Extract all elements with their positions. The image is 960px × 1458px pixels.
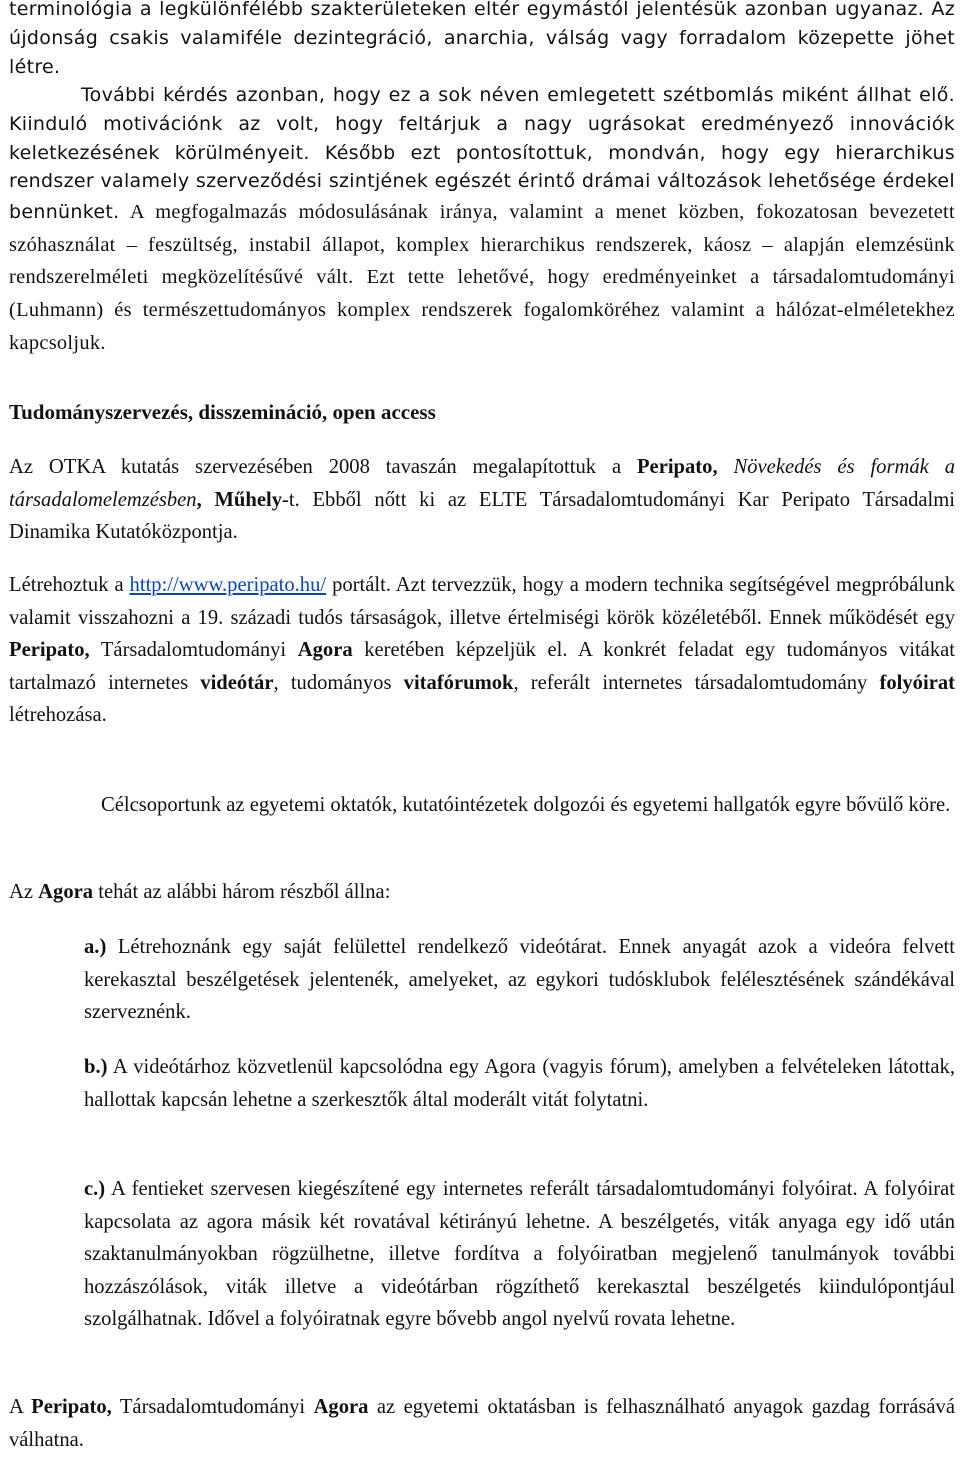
list-item-label: a.) bbox=[84, 936, 107, 958]
bold-term: videótár bbox=[200, 671, 274, 694]
bold-term: Peripato, bbox=[9, 639, 90, 662]
peripato-link[interactable]: http://www.peripato.hu/ bbox=[129, 574, 327, 596]
paragraph-sentence: A megfogalmazás módosulásának iránya, valamint a menet közben, fokozatosan bevezetett szóhasználat – feszültség, instabil állapot, komplex hierarchikus rendszerek, káosz – alapján elemzésünk rendszerelméleti megközelítésűvé vált. bbox=[9, 201, 955, 289]
italic-title: Növekedés és formák a társadalomelemzésben bbox=[9, 456, 955, 511]
paragraph-sentence: További kérdés azonban, hogy ez a sok néven emlegetett szétbomlás miként állhat elő. Kiinduló motivációnk az volt, hogy feltárjuk a nagy ugrásokat eredményező innovációk keletkezésének körülményeit. Később ezt pontosítottuk, mondván, hogy egy hierarchikus rendszer valamely szerveződési szintjének egészét érintő drámai változások lehetősége érdekel bennünket. bbox=[9, 84, 955, 224]
section-heading: Tudományszervezés, disszemináció, open access bbox=[9, 400, 436, 424]
bold-term: folyóirat bbox=[879, 671, 955, 694]
bold-term: Peripato, bbox=[636, 456, 718, 478]
list-item-label: c.) bbox=[84, 1178, 106, 1200]
paragraph-portal: Létrehoztuk a http://www.peripato.hu/ portált. Azt tervezzük, hogy a modern technika segítségével megpróbálunk valamit visszahozni a 19. századi tudós társaságok, illetve értelmiségi körök közéletéből. Ennek működését egy Peripato, Társadalomtudományi Agora keretében képzeljük el. A konkrét feladat egy tudományos vitákat tartalmazó internetes videótár, tudományos vitafórumok, referált internetes társadalomtudomány folyóirat létrehozása. bbox=[9, 574, 955, 727]
bold-term: vitafórumok bbox=[403, 671, 514, 694]
paragraph-intro-continuation: terminológia a legkülönfélébb szakterületeken eltér egymástól jelentésük azonban ugyanaz. Az újdonság csakis valamiféle dezintegráció, anarchia, válság vagy forradalom közepette jöhet létre. bbox=[9, 0, 955, 78]
bold-term: Agora bbox=[313, 1396, 369, 1418]
bold-term: Agora bbox=[38, 881, 94, 903]
bold-term: Peripato, bbox=[31, 1396, 112, 1418]
bold-term: Agora bbox=[297, 639, 353, 662]
paragraph-closing: A Peripato, Társadalomtudományi Agora az egyetemi oktatásban is felhasználható anyagok gazdag forrásává válhatna. bbox=[9, 1396, 955, 1451]
paragraph-target-group: Célcsoportunk az egyetemi oktatók, kutatóintézetek dolgozói és egyetemi hallgatók egyre bővülő köre. bbox=[101, 794, 951, 816]
list-item-c: c.) A fentieket szervesen kiegészítené egy internetes referált társadalomtudományi folyóirat. A folyóirat kapcsolata az agora másik két rovatával kétirányú lehetne. A beszélgetés, viták anyaga egy idő után szaktanulmányokban rögzülhetne, illetve fordítva a folyóiratban megjelenő tanulmányok további hozzászólások, viták illetve a videótárban rögzíthető kerekasztal beszélgetés kiindulópontjául szolgálhatnak. Idővel a folyóiratnak egyre bővebb angol nyelvű rovata lehetne. bbox=[84, 1178, 955, 1331]
bold-term: , Műhely bbox=[196, 488, 282, 511]
paragraph-research-motivation bbox=[9, 81, 955, 359]
paragraph-peripato-founding: Az OTKA kutatás szervezésében 2008 tavaszán megalapítottuk a Peripato, Növekedés és formák a társadalomelemzésben, Műhely-t. Ebből nőtt ki az ELTE Társadalomtudományi Kar Peripato Társadalmi Dinamika Kutatóközpontja. bbox=[9, 456, 955, 544]
list-item-label: b.) bbox=[84, 1056, 108, 1078]
list-item-b: b.) A videótárhoz közvetlenül kapcsolódna egy Agora (vagyis fórum), amelyben a felvételeken látottak, hallottak kapcsán lehetne a szerkesztők által moderált vitát folytatni. bbox=[84, 1056, 955, 1111]
list-item-a: a.) Létrehoznánk egy saját felülettel rendelkező videótárat. Ennek anyagát azok a videóra felvett kerekasztal beszélgetések jelentenék, amelyeket, az egykori tudósklubok felélesztésének szándékával szerveznénk. bbox=[84, 936, 955, 1024]
paragraph-sentence: Ezt tette lehetővé, hogy eredményeinket a társadalomtudományi (Luhmann) és természettudományos komplex rendszerek fogalomköréhez valamint a hálózat-elméletekhez kapcsoljuk. bbox=[9, 266, 955, 354]
paragraph-agora-intro: Az Agora tehát az alábbi három részből állna: bbox=[9, 881, 391, 903]
